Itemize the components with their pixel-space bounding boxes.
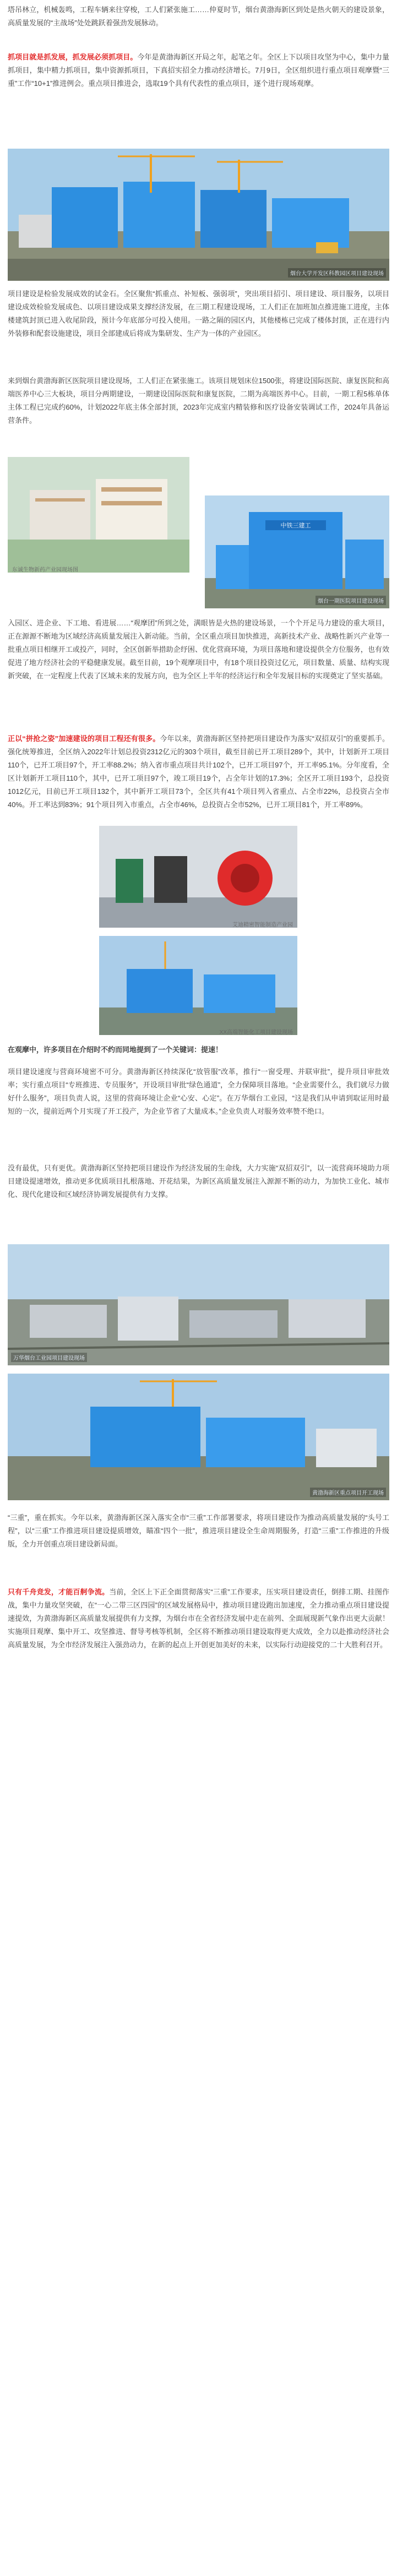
intro-paragraph: 塔吊林立，机械轰鸣，工程车辆来往穿梭，工人们紧张施工……仲夏时节，烟台黄渤海新区到处是热火朝天的建设景象，高质量发展的“主战场”处处跳跃着强劲发展脉动。 bbox=[8, 6, 389, 27]
lead-highlight: 只有千舟竞发，才能百舸争流。 bbox=[8, 1588, 110, 1596]
photo-industrial-park-aerial bbox=[8, 1244, 389, 1365]
photo-hospital-construction bbox=[205, 495, 389, 608]
hospital-site-illustration bbox=[205, 495, 389, 608]
rendering-illustration bbox=[8, 457, 189, 573]
paragraph-observation-tour: 入园区、进企业、下工地、看进展……“观摩团”所到之处，满眼皆是火热的建设场景，一个个开足马力建设的重大项目，正在源源不断地为区域经济高质量发展注入新动能。当前，全区重点项目加快推进，高新技术产业、战略性新兴产业等一批重点项目相继开工或投产，同时，全区创新举措助企纾困、优化营商环境，为项目落地和建设提供全方位服务，也有效促进了地方经济社会的平稳健康发展。截至目前，19个观摩项目中，有18个项目投资过亿元，项目数量、质量、结构实现新突破，在一定程度上代表了区域未来的发展方向，也为全区上半年的经济运行和全年发展目标的实现奠定了坚实基础。 bbox=[8, 619, 389, 680]
paragraph-closing: 只有千舟竞发，才能百舸争流。当前，全区上下正全面贯彻落实“三重”工作要求，压实项目建设责任，倒排工期、挂图作战，集中力量攻坚突破，在“一心二带三区四园”的区域发展格局中，推动项目建设跑出加速度，全力推动重点项目建设提速提效，为黄渤海新区高质量发展提供有力支撑，为烟台市在全省经济发展中走在前列、全面展现新气象作出更大贡献！实施项目观摩、集中开工、攻坚推进、督导考核等机制，全区将不断推动项目建设取得更大成效，全力以赴推动经济社会高质量发展，为全市经济发展注入强劲动力，在新的起点上开创更加美好的未来，以实际行动迎接党的二十大胜利召开。 bbox=[8, 1588, 389, 1649]
paragraph-project-focus: 抓项目就是抓发展，抓发展必须抓项目。今年是黄渤海新区开局之年，起笔之年。全区上下以项目攻坚为中心，集中力量抓项目，集中精力抓项目，集中资源抓项目，下真招实招全力推动经济增长。7月9日，全区组织进行重点项目观摩暨“三重”工作“10+1”推进例会。重点项目推进会，选取19个具有代表性的重点项目，逐个进行现场观摩。 bbox=[8, 53, 389, 88]
photo-caption: 黄渤海新区重点项目开工现场 bbox=[310, 1488, 386, 1497]
paragraph-three-key-works: “三重”，重在抓实。今年以来，黄渤海新区深入落实全市“三重”工作部署要求，将项目建设作为推动高质量发展的“头号工程”，以“三重”工作推进项目建设提质增效，瞄准“四个一批”，推进项目建设全生命周期服务，打造“三重”工作推进的升级版，全力开创重点项目建设新局面。 bbox=[8, 1513, 389, 1548]
paragraph-industrial-park: 项目建设是检验发展成效的试金石。全区聚焦“抓重点、补短板、强弱项”，突出项目招引、项目建设、项目服务，以项目建设成效检验发展成色、以项目建设成果支撑经济发展，在三期工程建设现场，工人们正在加班加点推进施工进度，主体楼建筑封顶已进入收尾阶段，预计今年底部分可投入使用。一路之隔的园区内，其他楼栋已完成了楼体封顶，正在进行内外装修和配套设施建设，项目全部建成后将成为集研发、生产为一体的产业园区。 bbox=[8, 290, 389, 337]
aerial-illustration bbox=[8, 1244, 389, 1365]
construction-site-illustration bbox=[8, 149, 389, 281]
photo-caption: 东诚生物新药产业园现场图 bbox=[12, 567, 78, 573]
photo-key-project-site bbox=[8, 1374, 389, 1500]
photo-bio-pharma-rendering bbox=[8, 457, 189, 573]
keyword-lead: 在观摩中，许多项目在介绍时不约而同地提到了一个关键词：提速！ bbox=[8, 1045, 223, 1054]
paragraph-speedup-keyword bbox=[8, 1043, 389, 1056]
photo-caption: 烟台一期医院项目建设现场 bbox=[316, 596, 386, 605]
photo-caption: 艾迪精密智能制造产业园 bbox=[232, 922, 293, 928]
photo-chemical-plant bbox=[99, 936, 297, 1035]
photo-caption: 烟台大学开发区科教园区项目建设现场 bbox=[288, 268, 386, 277]
chemical-plant-illustration bbox=[99, 936, 297, 1035]
photo-caption: 万华烟台工业园项目建设现场 bbox=[11, 1353, 87, 1362]
photo-caption: XX高端智能化工项目建设现场 bbox=[219, 1030, 293, 1035]
paragraph-hospital-project: 来到烟台黄渤海新区医院项目建设现场，工人们正在紧张施工。该项目规划床位1500张，将建设国际医院、康复医院和高端医养中心三大板块，项目分两期建设，一期建设国际医院和康复医院，二期为高端医养中心。目前，一期工程5栋单体主体工程已完成约60%，计划2022年底主体全部封顶，2023年完成室内精装修和医疗设备安装调试工作，2024年具备运营条件。 bbox=[8, 377, 389, 424]
lead-highlight: 正以“拼抢之姿”加速建设的项目工程还有很多。 bbox=[8, 734, 160, 743]
paragraph-business-environment: 项目建设速度与营商环境密不可分。黄渤海新区持续深化“放管服”改革，推行“一窗受理、并联审批”，提升项目审批效率；实行重点项目“专班推进、专员服务”，开设项目审批“绿色通道”，全力保障项目落地。“企业需要什么，我们就尽力做好什么服务”，项目负责人说，这里的营商环境让企业“心安、心定”。在万华烟台工业园，“这是我们从申请到取证用时最短的一次，提前近两个月实现了开工投产，为企业节省了大量成本。”企业负责人对服务效率赞不绝口。 bbox=[8, 1068, 389, 1115]
paragraph-continuous-improvement: 没有最优，只有更优。黄渤海新区坚持把项目建设作为经济发展的生命线，大力实施“双招双引”，以一流营商环境助力项目建设提速增效，推动更多优质项目扎根落地、开花结果，为新区高质量发展注入源源不断的动力，为加快工业化、城市化、现代化建设和区域经济协调发展提供有力支撑。 bbox=[8, 1164, 389, 1199]
factory-illustration bbox=[99, 826, 297, 928]
photo-science-park-construction bbox=[8, 149, 389, 281]
site-sign-text: 中铁三建工 bbox=[280, 522, 311, 529]
paragraph-investment-stats: 正以“拼抢之姿”加速建设的项目工程还有很多。今年以来，黄渤海新区坚持把项目建设作为落实“双招双引”的重要抓手。强化统筹推进，全区纳入2022年计划总投资2312亿元的303个项目，截至目前已开工项目289个，其中，计划新开工项目110个，已开工项目97个，开工率88.2%；纳入省市重点项目共计102个，已开工项目97个，开工率95.1%。分年度看，全区计划新开工项目110个，其中，已开工项目97个，竣工项目19个，占全年计划的17.3%；全区开工项目193个，总投资1012亿元，目前已开工项目132个，其中新开工项目73个，全区共有41个项目列入省重点、占全市22%，总投资占全市40%。开工率达到83%；91个项目列入市重点，占全市46%，总投资占全市52%，已开工项目81个，开工率89%。 bbox=[8, 734, 389, 809]
lead-highlight: 抓项目就是抓发展，抓发展必须抓项目。 bbox=[8, 53, 138, 61]
photo-equipment-factory bbox=[99, 826, 297, 928]
key-project-illustration bbox=[8, 1374, 389, 1500]
